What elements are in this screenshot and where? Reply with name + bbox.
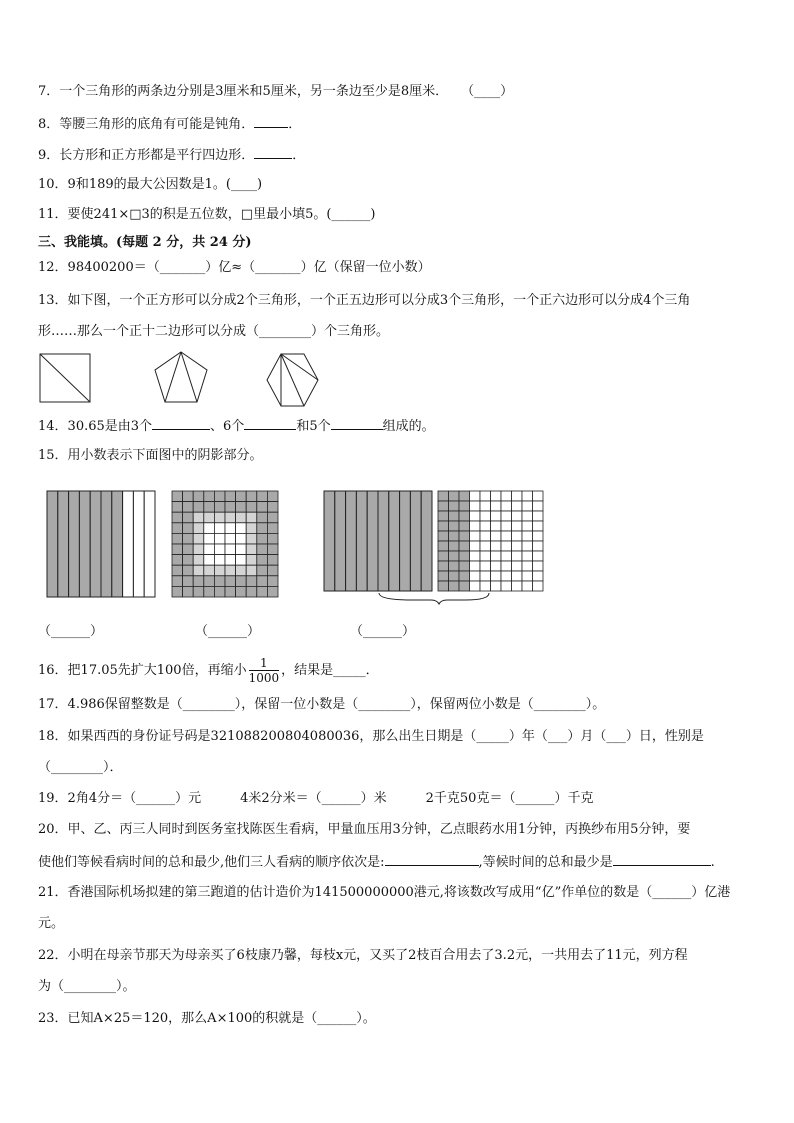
question-16 xyxy=(38,656,379,685)
question-8 xyxy=(38,115,301,133)
grid-cell xyxy=(491,571,502,581)
grid-cell xyxy=(214,586,225,597)
grid-cell xyxy=(246,533,257,544)
question-14-text: 、6个 xyxy=(210,419,245,434)
pentagon-shape xyxy=(155,352,207,402)
strip-cell xyxy=(112,491,123,597)
grid-cell xyxy=(214,576,225,587)
question-21-line2: 元。 xyxy=(38,916,65,931)
grid-cell xyxy=(257,586,268,597)
grid-cell xyxy=(533,511,544,521)
grid-cell xyxy=(480,541,491,551)
grid-cell xyxy=(459,541,470,551)
grid-cell xyxy=(257,555,268,566)
grid-cell xyxy=(183,586,194,597)
grid-cell xyxy=(183,565,194,576)
grid-cell xyxy=(246,491,257,502)
grid-cell xyxy=(246,544,257,555)
grid-cell xyxy=(204,544,215,555)
grid-cell xyxy=(459,561,470,571)
grid-cell xyxy=(459,581,470,591)
strip-cell xyxy=(410,491,421,591)
strip-cell xyxy=(123,491,134,597)
grid-cell xyxy=(470,551,481,561)
grid-cell xyxy=(267,555,278,566)
strip-cell xyxy=(58,491,69,597)
grid-cell xyxy=(225,555,236,566)
question-14-text: 和5个 xyxy=(296,419,331,434)
grid-cell xyxy=(470,541,481,551)
grid-cell xyxy=(236,523,247,534)
grid-cell xyxy=(257,523,268,534)
grid-figure-3 xyxy=(323,490,547,606)
question-14 xyxy=(38,417,435,435)
question-21-line1: 21．香港国际机场拟建的第三跑道的估计造价为141500000000港元,将该数改写成用“亿”作单位的数是（______）亿港 xyxy=(38,885,731,900)
fraction-numerator: 1 xyxy=(249,656,280,671)
grid-cell xyxy=(257,512,268,523)
strip-cell xyxy=(324,491,335,591)
grid-cell xyxy=(193,523,204,534)
grid-cell xyxy=(193,512,204,523)
grid-cell xyxy=(267,523,278,534)
grid-cell xyxy=(438,581,449,591)
grid-cell xyxy=(257,502,268,513)
grid-cell xyxy=(470,511,481,521)
grid-cell xyxy=(512,581,523,591)
grid-cell xyxy=(501,571,512,581)
grid-cell xyxy=(533,531,544,541)
grid-cell xyxy=(183,555,194,566)
question-22-line1: 22．小明在母亲节那天为母亲买了6枝康乃馨，每枝x元，又买了2枝百合用去了3.2元，一共用去了11元，列方程 xyxy=(38,948,688,963)
answer-blank[interactable] xyxy=(331,417,383,430)
grid-cell xyxy=(459,551,470,561)
question-13-line1: 13．如下图，一个正方形可以分成2个三角形，一个正五边形可以分成3个三角形，一个正六边形可以分成4个三角 xyxy=(38,293,691,308)
grid-cell xyxy=(522,561,533,571)
grid-cell xyxy=(512,511,523,521)
question-20-line1: 20．甲、乙、丙三人同时到医务室找陈医生看病，甲量血压用3分钟，乙点眼药水用1分钟，丙换纱布用5分钟，要 xyxy=(38,822,691,837)
strip-cell xyxy=(144,491,155,597)
grid-cell xyxy=(172,512,183,523)
strip-cell xyxy=(69,491,80,597)
grid-cell xyxy=(449,551,460,561)
grid-cell xyxy=(480,491,491,501)
answer-blank[interactable] xyxy=(152,417,210,430)
grid-cell xyxy=(533,541,544,551)
grid-cell xyxy=(491,521,502,531)
grid-cell xyxy=(214,565,225,576)
grid-cell xyxy=(267,512,278,523)
grid-cell xyxy=(267,576,278,587)
grid-cell xyxy=(267,502,278,513)
grid-cell xyxy=(172,586,183,597)
grid-cell xyxy=(533,551,544,561)
grid-cell xyxy=(512,561,523,571)
grid-cell xyxy=(225,576,236,587)
grid-cell xyxy=(501,501,512,511)
grid-cell xyxy=(522,521,533,531)
grid-cell xyxy=(204,491,215,502)
grid-cell xyxy=(236,565,247,576)
grid-cell xyxy=(480,531,491,541)
grid-cell xyxy=(449,561,460,571)
question-14-text: 14．30.65是由3个 xyxy=(38,419,153,434)
grid-cell xyxy=(512,571,523,581)
question-9-text: 9．长方形和正方形都是平行四边形． xyxy=(38,148,255,163)
grid-cell xyxy=(480,501,491,511)
strip-cell xyxy=(356,491,367,591)
grid-cell xyxy=(257,576,268,587)
grid-cell xyxy=(501,491,512,501)
grid-cell xyxy=(183,576,194,587)
question-13-line2: 形……那么一个正十二边形可以分成（________）个三角形。 xyxy=(38,324,390,339)
grid-cell xyxy=(470,501,481,511)
question-12: 12．98400200＝（_______）亿≈（_______）亿（保留一位小数） xyxy=(38,260,431,275)
question-9-end: ． xyxy=(292,148,306,163)
grid-cell xyxy=(501,581,512,591)
grid-cell xyxy=(257,565,268,576)
grid-cell xyxy=(225,533,236,544)
grid-cell xyxy=(204,533,215,544)
fraction-denominator: 1000 xyxy=(248,671,280,685)
grid-figure-1 xyxy=(46,490,158,598)
grid-cell xyxy=(183,502,194,513)
strip-cell xyxy=(335,491,346,591)
grid-cell xyxy=(449,491,460,501)
grid-cell xyxy=(459,571,470,581)
question-8-end: ． xyxy=(288,117,302,132)
question-14-text: 组成的。 xyxy=(382,419,435,434)
question-22-line2: 为（________）。 xyxy=(38,979,136,994)
grid-cell xyxy=(522,511,533,521)
grid-cell xyxy=(246,586,257,597)
grid-cell xyxy=(501,561,512,571)
answer-blank[interactable] xyxy=(254,115,288,128)
grid-cell xyxy=(225,565,236,576)
grid-cell xyxy=(236,502,247,513)
grid-cell xyxy=(267,491,278,502)
question-7: 7．一个三角形的两条边分别是3厘米和5厘米，另一条边至少是8厘米． （____） xyxy=(38,84,514,99)
answer-blank-15-1[interactable]: （______） xyxy=(38,624,104,639)
grid-cell xyxy=(246,565,257,576)
grid-cell xyxy=(449,541,460,551)
grid-cell xyxy=(204,586,215,597)
question-20-text: 使他们等候看病时间的总和最少,他们三人看病的顺序依次是: xyxy=(38,855,385,870)
grid-cell xyxy=(225,523,236,534)
grid-cell xyxy=(470,521,481,531)
grid-cell xyxy=(225,544,236,555)
grid-cell xyxy=(438,501,449,511)
grid-cell xyxy=(533,581,544,591)
question-20-text: . xyxy=(710,855,715,870)
grid-cell xyxy=(512,551,523,561)
grid-cell xyxy=(214,523,225,534)
strip-cell xyxy=(47,491,58,597)
grid-cell xyxy=(236,555,247,566)
grid-cell xyxy=(480,521,491,531)
grid-cell xyxy=(438,541,449,551)
grid-cell xyxy=(193,555,204,566)
grid-cell xyxy=(193,502,204,513)
grid-cell xyxy=(533,521,544,531)
strip-cell xyxy=(400,491,411,591)
grid-cell xyxy=(480,561,491,571)
grid-cell xyxy=(236,491,247,502)
grid-cell xyxy=(470,531,481,541)
question-18-line2: （________）． xyxy=(38,760,123,775)
grid-cell xyxy=(449,581,460,591)
grid-cell xyxy=(470,561,481,571)
grid-cell xyxy=(449,531,460,541)
strip-cell xyxy=(101,491,112,597)
grid-cell xyxy=(204,565,215,576)
grid-cell xyxy=(491,531,502,541)
grid-cell xyxy=(214,533,225,544)
grid-cell xyxy=(246,512,257,523)
grid-cell xyxy=(183,533,194,544)
grid-cell xyxy=(225,512,236,523)
answer-blank[interactable] xyxy=(613,853,711,866)
grid-cell xyxy=(236,576,247,587)
grid-cell xyxy=(438,511,449,521)
grid-cell xyxy=(236,544,247,555)
grid-cell xyxy=(491,581,502,591)
strip-cell xyxy=(378,491,389,591)
grid-cell xyxy=(183,544,194,555)
grid-cell xyxy=(470,581,481,591)
grid-cell xyxy=(533,561,544,571)
strip-cell xyxy=(90,491,101,597)
grid-cell xyxy=(246,576,257,587)
grid-cell xyxy=(459,531,470,541)
grid-cell xyxy=(214,555,225,566)
grid-cell xyxy=(193,586,204,597)
grid-cell xyxy=(214,544,225,555)
grid-cell xyxy=(438,531,449,541)
grid-cell xyxy=(459,501,470,511)
grid-cell xyxy=(204,502,215,513)
polygon-triangulation-figure xyxy=(36,350,336,410)
grid-cell xyxy=(522,541,533,551)
grid-cell xyxy=(501,511,512,521)
question-20-line2 xyxy=(38,853,715,871)
square-diagonal xyxy=(40,354,90,402)
strip-cell xyxy=(133,491,144,597)
grid-cell xyxy=(246,502,257,513)
grid-cell xyxy=(512,541,523,551)
grid-cell xyxy=(522,491,533,501)
grid-cell xyxy=(480,511,491,521)
question-23: 23．已知A×25＝120，那么A×100的积就是（______）。 xyxy=(38,1011,376,1026)
grid-cell xyxy=(438,521,449,531)
grid-cell xyxy=(172,523,183,534)
grid-cell xyxy=(459,521,470,531)
grid-cell xyxy=(193,491,204,502)
question-20-text: ,等候时间的总和最少是 xyxy=(478,855,613,870)
strip-cell xyxy=(389,491,400,591)
grid-cell xyxy=(449,501,460,511)
question-15: 15．用小数表示下面图中的阴影部分。 xyxy=(38,448,263,463)
brace xyxy=(379,593,489,604)
grid-cell xyxy=(480,571,491,581)
grid-cell xyxy=(204,512,215,523)
question-11: 11．要使241×□3的积是五位数，□里最小填5。(______) xyxy=(38,207,376,222)
grid-cell xyxy=(183,523,194,534)
grid-cell xyxy=(267,565,278,576)
grid-cell xyxy=(267,586,278,597)
question-8-text: 8．等腰三角形的底角有可能是钝角． xyxy=(38,117,255,132)
question-9 xyxy=(38,146,305,164)
grid-cell xyxy=(533,501,544,511)
grid-cell xyxy=(257,544,268,555)
grid-cell xyxy=(438,561,449,571)
grid-cell xyxy=(459,511,470,521)
answer-blank[interactable] xyxy=(244,417,296,430)
answer-blank-15-2[interactable]: （______） xyxy=(195,624,261,639)
grid-cell xyxy=(225,491,236,502)
grid-cell xyxy=(193,533,204,544)
grid-cell xyxy=(236,533,247,544)
grid-cell xyxy=(236,586,247,597)
strip-cell xyxy=(421,491,432,591)
grid-cell xyxy=(491,561,502,571)
question-16-text: 16．把17.05先扩大100倍，再缩小 xyxy=(38,663,247,678)
grid-cell xyxy=(522,571,533,581)
grid-cell xyxy=(522,581,533,591)
grid-cell xyxy=(193,576,204,587)
strip-cell xyxy=(346,491,357,591)
question-18-line1: 18．如果西西的身份证号码是321088200804080036，那么出生日期是（_____）年（___）月（___）日，性别是 xyxy=(38,729,704,744)
grid-cell xyxy=(470,571,481,581)
grid-cell xyxy=(246,555,257,566)
grid-cell xyxy=(491,491,502,501)
fraction xyxy=(249,656,280,685)
grid-cell xyxy=(449,511,460,521)
grid-cell xyxy=(533,491,544,501)
grid-cell xyxy=(470,491,481,501)
grid-cell xyxy=(449,571,460,581)
grid-cell xyxy=(172,491,183,502)
grid-cell xyxy=(480,551,491,561)
grid-cell xyxy=(501,551,512,561)
grid-cell xyxy=(214,491,225,502)
section-3-heading: 三、我能填。(每题 2 分，共 24 分) xyxy=(38,235,252,250)
grid-figure-2 xyxy=(171,490,281,598)
grid-cell xyxy=(193,565,204,576)
grid-cell xyxy=(512,521,523,531)
strip-cell xyxy=(79,491,90,597)
grid-cell xyxy=(522,501,533,511)
grid-cell xyxy=(183,512,194,523)
grid-cell xyxy=(267,533,278,544)
answer-blank-15-3[interactable]: （______） xyxy=(350,624,416,639)
grid-cell xyxy=(204,555,215,566)
grid-cell xyxy=(512,491,523,501)
grid-cell xyxy=(491,511,502,521)
grid-cell xyxy=(172,544,183,555)
grid-cell xyxy=(491,541,502,551)
grid-cell xyxy=(204,523,215,534)
grid-cell xyxy=(459,491,470,501)
grid-cell xyxy=(172,576,183,587)
grid-cell xyxy=(512,531,523,541)
grid-cell xyxy=(267,544,278,555)
grid-cell xyxy=(225,502,236,513)
grid-cell xyxy=(225,586,236,597)
grid-cell xyxy=(438,551,449,561)
grid-cell xyxy=(172,502,183,513)
grid-cell xyxy=(172,533,183,544)
grid-cell xyxy=(522,551,533,561)
grid-cell xyxy=(501,521,512,531)
grid-cell xyxy=(522,531,533,541)
grid-cell xyxy=(214,512,225,523)
grid-cell xyxy=(491,501,502,511)
grid-cell xyxy=(501,541,512,551)
grid-cell xyxy=(193,544,204,555)
grid-cell xyxy=(480,581,491,591)
grid-cell xyxy=(257,491,268,502)
grid-cell xyxy=(183,491,194,502)
question-10: 10．9和189的最大公因数是1。(____) xyxy=(38,177,263,192)
grid-cell xyxy=(449,521,460,531)
grid-cell xyxy=(257,533,268,544)
grid-cell xyxy=(438,571,449,581)
grid-cell xyxy=(501,531,512,541)
strip-cell xyxy=(367,491,378,591)
grid-cell xyxy=(491,551,502,561)
question-16-text: ，结果是_____． xyxy=(281,663,379,678)
grid-cell xyxy=(512,501,523,511)
grid-cell xyxy=(533,571,544,581)
grid-cell xyxy=(172,555,183,566)
grid-cell xyxy=(204,576,215,587)
grid-cell xyxy=(172,565,183,576)
grid-cell xyxy=(438,491,449,501)
question-19: 19．2角4分＝（______）元 4米2分米＝（______）米 2千克50克＝（______）千克 xyxy=(38,791,594,806)
grid-cell xyxy=(246,523,257,534)
answer-blank[interactable] xyxy=(385,853,479,866)
grid-cell xyxy=(236,512,247,523)
grid-cell xyxy=(214,502,225,513)
answer-blank[interactable] xyxy=(254,146,292,159)
question-17: 17．4.986保留整数是（________），保留一位小数是（________），保留两位小数是（________）。 xyxy=(38,697,606,712)
